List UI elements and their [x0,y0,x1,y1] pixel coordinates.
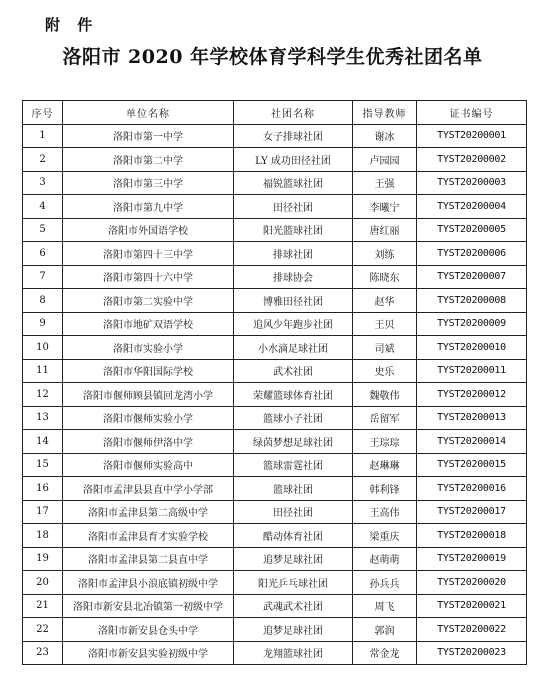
row-index: 20 [23,571,63,595]
club-name: 酷动体育社团 [234,524,353,548]
club-name: 小水滴足球社团 [234,336,353,360]
table-header-row [23,101,527,125]
school-name: 洛阳市孟津县第二高级中学 [63,500,234,524]
club-name: 阳光篮球社团 [234,218,353,242]
school-name: 洛阳市偃师实验小学 [63,406,234,430]
school-name: 洛阳市新安县仓头中学 [63,618,234,642]
certificate-number: TYST20200009 [417,312,527,336]
certificate-number: TYST20200008 [417,289,527,313]
table-row [23,430,527,454]
row-index: 1 [23,124,63,148]
certificate-number: TYST20200018 [417,524,527,548]
row-index: 23 [23,641,63,665]
school-name: 洛阳市第二实验中学 [63,289,234,313]
club-name: 荣耀篮球体育社团 [234,383,353,407]
table-row [23,383,527,407]
school-name: 洛阳市第九中学 [63,195,234,219]
certificate-number: TYST20200015 [417,453,527,477]
teacher-name: 赵萌萌 [353,547,417,571]
club-name: 追梦足球社团 [234,618,353,642]
row-index: 2 [23,148,63,172]
school-name: 洛阳市孟津县育才实验学校 [63,524,234,548]
table-row [23,171,527,195]
club-name: 排球协会 [234,265,353,289]
certificate-number: TYST20200019 [417,547,527,571]
table-row [23,477,527,501]
club-name: 田径社团 [234,195,353,219]
header-school: 单位名称 [63,101,234,125]
teacher-name: 岳留军 [353,406,417,430]
row-index: 9 [23,312,63,336]
row-index: 5 [23,218,63,242]
school-name: 洛阳市第四十六中学 [63,265,234,289]
table-row [23,336,527,360]
table-row [23,218,527,242]
club-name: 武魂武术社团 [234,594,353,618]
club-name: 篮球雷霆社团 [234,453,353,477]
row-index: 19 [23,547,63,571]
header-certificate: 证书编号 [417,101,527,125]
teacher-name: 谢冰 [353,124,417,148]
certificate-number: TYST20200022 [417,618,527,642]
row-index: 15 [23,453,63,477]
club-name: 追风少年跑步社团 [234,312,353,336]
club-name: 福锐篮球社团 [234,171,353,195]
row-index: 8 [23,289,63,313]
school-name: 洛阳市孟津县第二县直中学 [63,547,234,571]
certificate-number: TYST20200005 [417,218,527,242]
certificate-number: TYST20200012 [417,383,527,407]
certificate-number: TYST20200003 [417,171,527,195]
school-name: 洛阳市第三中学 [63,171,234,195]
certificate-number: TYST20200013 [417,406,527,430]
teacher-name: 孙兵兵 [353,571,417,595]
club-name: 排球社团 [234,242,353,266]
row-index: 10 [23,336,63,360]
teacher-name: 王琮琮 [353,430,417,454]
school-name: 洛阳市新安县北冶镇第一初级中学 [63,594,234,618]
school-name: 洛阳市偃师实验高中 [63,453,234,477]
club-name: 女子排球社团 [234,124,353,148]
certificate-number: TYST20200010 [417,336,527,360]
school-name: 洛阳市偃师伊洛中学 [63,430,234,454]
table-row [23,289,527,313]
teacher-name: 郭润 [353,618,417,642]
row-index: 11 [23,359,63,383]
club-name: 追梦足球社团 [234,547,353,571]
club-name: 篮球社团 [234,477,353,501]
table-row [23,148,527,172]
attachment-label: 附 件 [45,16,99,34]
row-index: 18 [23,524,63,548]
row-index: 21 [23,594,63,618]
row-index: 7 [23,265,63,289]
table-row [23,500,527,524]
teacher-name: 周飞 [353,594,417,618]
teacher-name: 王强 [353,171,417,195]
teacher-name: 陈晓东 [353,265,417,289]
certificate-number: TYST20200016 [417,477,527,501]
teacher-name: 王贝 [353,312,417,336]
table-row [23,406,527,430]
table-row [23,547,527,571]
certificate-number: TYST20200004 [417,195,527,219]
header-index: 序号 [23,101,63,125]
school-name: 洛阳市偃师顾县镇回龙湾小学 [63,383,234,407]
page-title: 洛阳市 2020 年学校体育学科学生优秀社团名单 [62,46,483,68]
row-index: 6 [23,242,63,266]
table-row [23,312,527,336]
table-row [23,524,527,548]
school-name: 洛阳市地矿双语学校 [63,312,234,336]
table-row [23,641,527,665]
table-row [23,242,527,266]
certificate-number: TYST20200001 [417,124,527,148]
certificate-number: TYST20200011 [417,359,527,383]
certificate-number: TYST20200014 [417,430,527,454]
teacher-name: 刘练 [353,242,417,266]
table-row [23,594,527,618]
row-index: 13 [23,406,63,430]
teacher-name: 赵琳琳 [353,453,417,477]
table-row [23,618,527,642]
teacher-name: 司斌 [353,336,417,360]
school-name: 洛阳市华阳国际学校 [63,359,234,383]
teacher-name: 韩利锋 [353,477,417,501]
club-name: 绿茵梦想足球社团 [234,430,353,454]
certificate-number: TYST20200007 [417,265,527,289]
table-row [23,571,527,595]
teacher-name: 常金龙 [353,641,417,665]
school-name: 洛阳市外国语学校 [63,218,234,242]
teacher-name: 王高伟 [353,500,417,524]
certificate-number: TYST20200017 [417,500,527,524]
club-name: 篮球小子社团 [234,406,353,430]
certificate-number: TYST20200002 [417,148,527,172]
teacher-name: 李曦宁 [353,195,417,219]
teacher-name: 史乐 [353,359,417,383]
school-name: 洛阳市第二中学 [63,148,234,172]
teacher-name: 卢园园 [353,148,417,172]
school-name: 洛阳市第一中学 [63,124,234,148]
teacher-name: 赵华 [353,289,417,313]
table-row [23,195,527,219]
table-row [23,453,527,477]
table-body [23,124,527,665]
school-name: 洛阳市新安县实验初级中学 [63,641,234,665]
row-index: 14 [23,430,63,454]
row-index: 16 [23,477,63,501]
row-index: 3 [23,171,63,195]
club-name: 博雅田径社团 [234,289,353,313]
club-name: 田径社团 [234,500,353,524]
teacher-name: 梁重庆 [353,524,417,548]
row-index: 4 [23,195,63,219]
school-name: 洛阳市实验小学 [63,336,234,360]
header-teacher: 指导教师 [353,101,417,125]
certificate-number: TYST20200023 [417,641,527,665]
school-name: 洛阳市孟津县小浪底镇初级中学 [63,571,234,595]
table-row [23,124,527,148]
club-name: 阳光乒乓球社团 [234,571,353,595]
club-name: 武术社团 [234,359,353,383]
school-name: 洛阳市孟津县县直中学小学部 [63,477,234,501]
table-row [23,265,527,289]
table-row [23,359,527,383]
certificate-number: TYST20200021 [417,594,527,618]
certificate-number: TYST20200006 [417,242,527,266]
row-index: 22 [23,618,63,642]
teacher-name: 唐红丽 [353,218,417,242]
teacher-name: 魏敬伟 [353,383,417,407]
certificate-number: TYST20200020 [417,571,527,595]
club-name: LY 成功田径社团 [234,148,353,172]
row-index: 17 [23,500,63,524]
header-club: 社团名称 [234,101,353,125]
club-name: 龙翔篮球社团 [234,641,353,665]
excellent-clubs-table [22,100,527,665]
row-index: 12 [23,383,63,407]
school-name: 洛阳市第四十三中学 [63,242,234,266]
